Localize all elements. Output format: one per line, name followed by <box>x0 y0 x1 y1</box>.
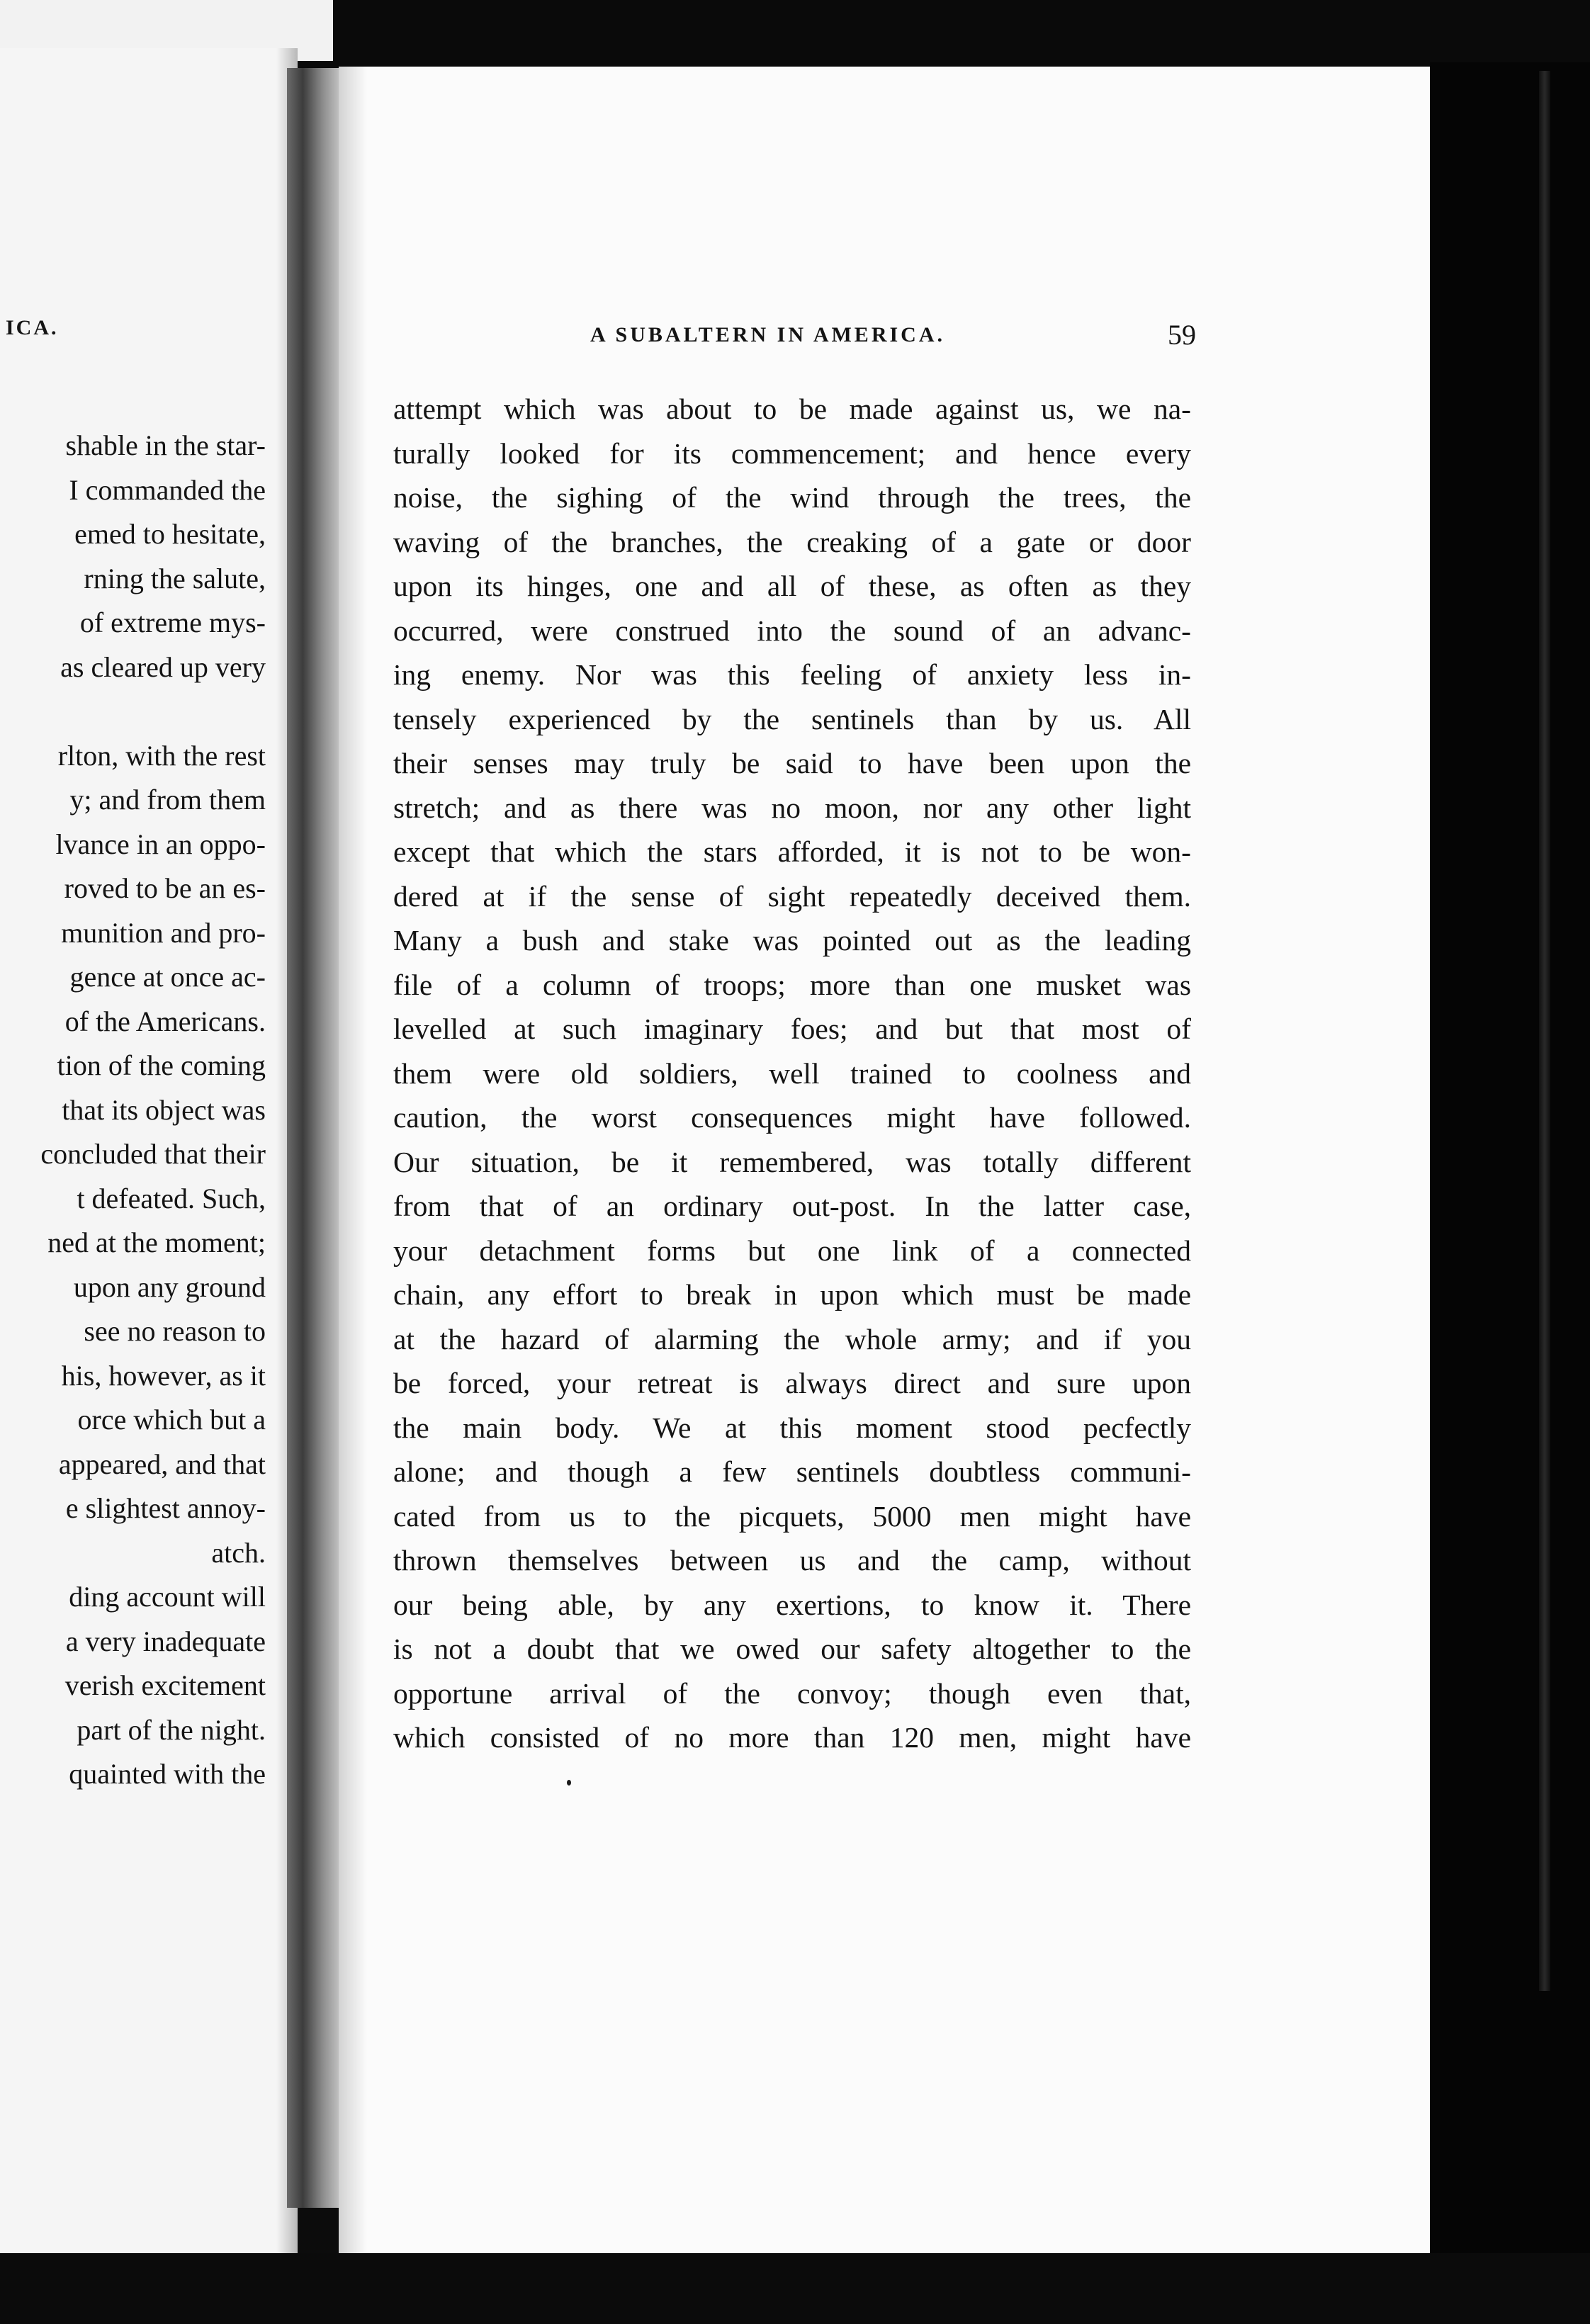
body-text-line: opportune arrival of the convoy; though even that, <box>393 1676 1191 1710</box>
left-text-line: rning the salute, <box>84 562 266 594</box>
left-text-line: that its object was <box>62 1093 266 1126</box>
left-text-line: t defeated. Such, <box>77 1182 266 1214</box>
body-text-line: ing enemy. Nor was this feeling of anxiety less in- <box>393 658 1191 691</box>
left-text-line: of the Americans. <box>64 1005 266 1037</box>
body-text-line: alone; and though a few sentinels doubtless communi- <box>393 1455 1191 1488</box>
body-text-line: noise, the sighing of the wind through the trees, the <box>393 481 1191 514</box>
body-text-line: Many a bush and stake was pointed out as the leading <box>393 924 1191 957</box>
running-head: A SUBALTERN IN AMERICA. <box>590 323 945 346</box>
body-text-line: levelled at such imaginary foes; and but that most of <box>393 1012 1191 1045</box>
body-text-line: tensely experienced by the sentinels than by us. All <box>393 702 1191 735</box>
page-edge <box>1539 71 1550 1991</box>
body-text-line: thrown themselves between us and the camp, without <box>393 1544 1191 1576</box>
body-text-line: your detachment forms but one link of a connected <box>393 1234 1191 1267</box>
left-text-line: appeared, and that <box>58 1448 266 1480</box>
body-text-line: from that of an ordinary out-post. In the latter case, <box>393 1190 1191 1222</box>
left-text-line: emed to hesitate, <box>74 518 266 550</box>
left-text-line: lvance in an oppo- <box>55 828 266 860</box>
body-text-line: the main body. We at this moment stood pecfectly <box>393 1411 1191 1444</box>
left-text-line: orce which but a <box>77 1404 266 1435</box>
page-number: 59 <box>1168 319 1196 351</box>
body-text-line: upon its hinges, one and all of these, as often as they <box>393 570 1191 602</box>
body-text-line: turally looked for its commencement; and hence every <box>393 436 1191 470</box>
body-text-line: chain, any effort to break in upon which must be made <box>393 1278 1191 1311</box>
left-text-line: as cleared up very <box>60 650 266 683</box>
right-page <box>339 67 1432 2256</box>
body-text-line: dered at if the sense of sight repeatedly deceived them. <box>393 879 1191 913</box>
body-text-line: be forced, your retreat is always direct and sure upon <box>393 1367 1191 1399</box>
body-text-line: occurred, were construed into the sound of an advanc- <box>393 614 1191 647</box>
left-text-line: roved to be an es- <box>64 872 266 904</box>
body-text-line: our being able, by any exertions, to know it. There <box>393 1588 1191 1621</box>
body-text-line: cated from us to the picquets, 5000 men might have <box>393 1499 1191 1533</box>
body-text-line: at the hazard of alarming the whole army; and if you <box>393 1322 1191 1355</box>
body-text-line: waving of the branches, the creaking of a gate or door <box>393 525 1191 558</box>
ink-speck <box>567 1780 571 1786</box>
body-text-line: Our situation, be it remembered, was totally different <box>393 1145 1191 1178</box>
left-text-line: quainted with the <box>69 1758 266 1790</box>
body-text-line: except that which the stars afforded, it is not to be won- <box>393 835 1191 868</box>
left-text-line: upon any ground <box>73 1270 266 1303</box>
body-text-line: stretch; and as there was no moon, nor any other light <box>393 791 1191 824</box>
body-text-line: is not a doubt that we owed our safety altogether to the <box>393 1632 1191 1665</box>
left-text-line: tion of the coming <box>57 1049 266 1081</box>
left-text-line: I commanded the <box>69 473 266 506</box>
left-text-line: ding account will <box>69 1581 266 1613</box>
left-text-line: rlton, with the rest <box>57 739 266 772</box>
left-text-line: see no reason to <box>84 1315 266 1347</box>
body-text <box>393 387 1191 1760</box>
scan-bottom-border <box>0 2253 1590 2324</box>
left-text-line: shable in the star- <box>65 429 266 461</box>
left-text-line: concluded that their <box>40 1138 266 1170</box>
body-text-line: file of a column of troops; more than one musket was <box>393 968 1191 1001</box>
body-text-line: their senses may truly be said to have been upon the <box>393 747 1191 779</box>
body-text-line: attempt which was about to be made against us, we na- <box>393 393 1191 425</box>
body-text-line: caution, the worst consequences might have followed. <box>393 1101 1191 1134</box>
left-text-line: e slightest annoy- <box>65 1492 266 1524</box>
scan-right-border <box>1430 62 1590 2324</box>
left-text-line: part of the night. <box>77 1713 266 1746</box>
left-text-line: gence at once ac- <box>69 961 266 993</box>
left-text-line: verish excitement <box>64 1669 266 1701</box>
left-text-line: of extreme mys- <box>79 607 266 638</box>
left-page <box>0 48 298 2280</box>
left-text-line: his, however, as it <box>61 1359 266 1392</box>
left-text-line: atch. <box>211 1536 266 1569</box>
left-text-line: ned at the moment; <box>47 1226 266 1258</box>
body-text-line: them were old soldiers, well trained to coolness and <box>393 1056 1191 1090</box>
body-text-line: which consisted of no more than 120 men, might have <box>393 1721 1191 1754</box>
left-text-line: munition and pro- <box>61 916 266 949</box>
left-text-line: a very inadequate <box>65 1625 266 1657</box>
left-text-line: y; and from them <box>69 784 266 816</box>
left-running-head: ICA. <box>6 316 59 339</box>
